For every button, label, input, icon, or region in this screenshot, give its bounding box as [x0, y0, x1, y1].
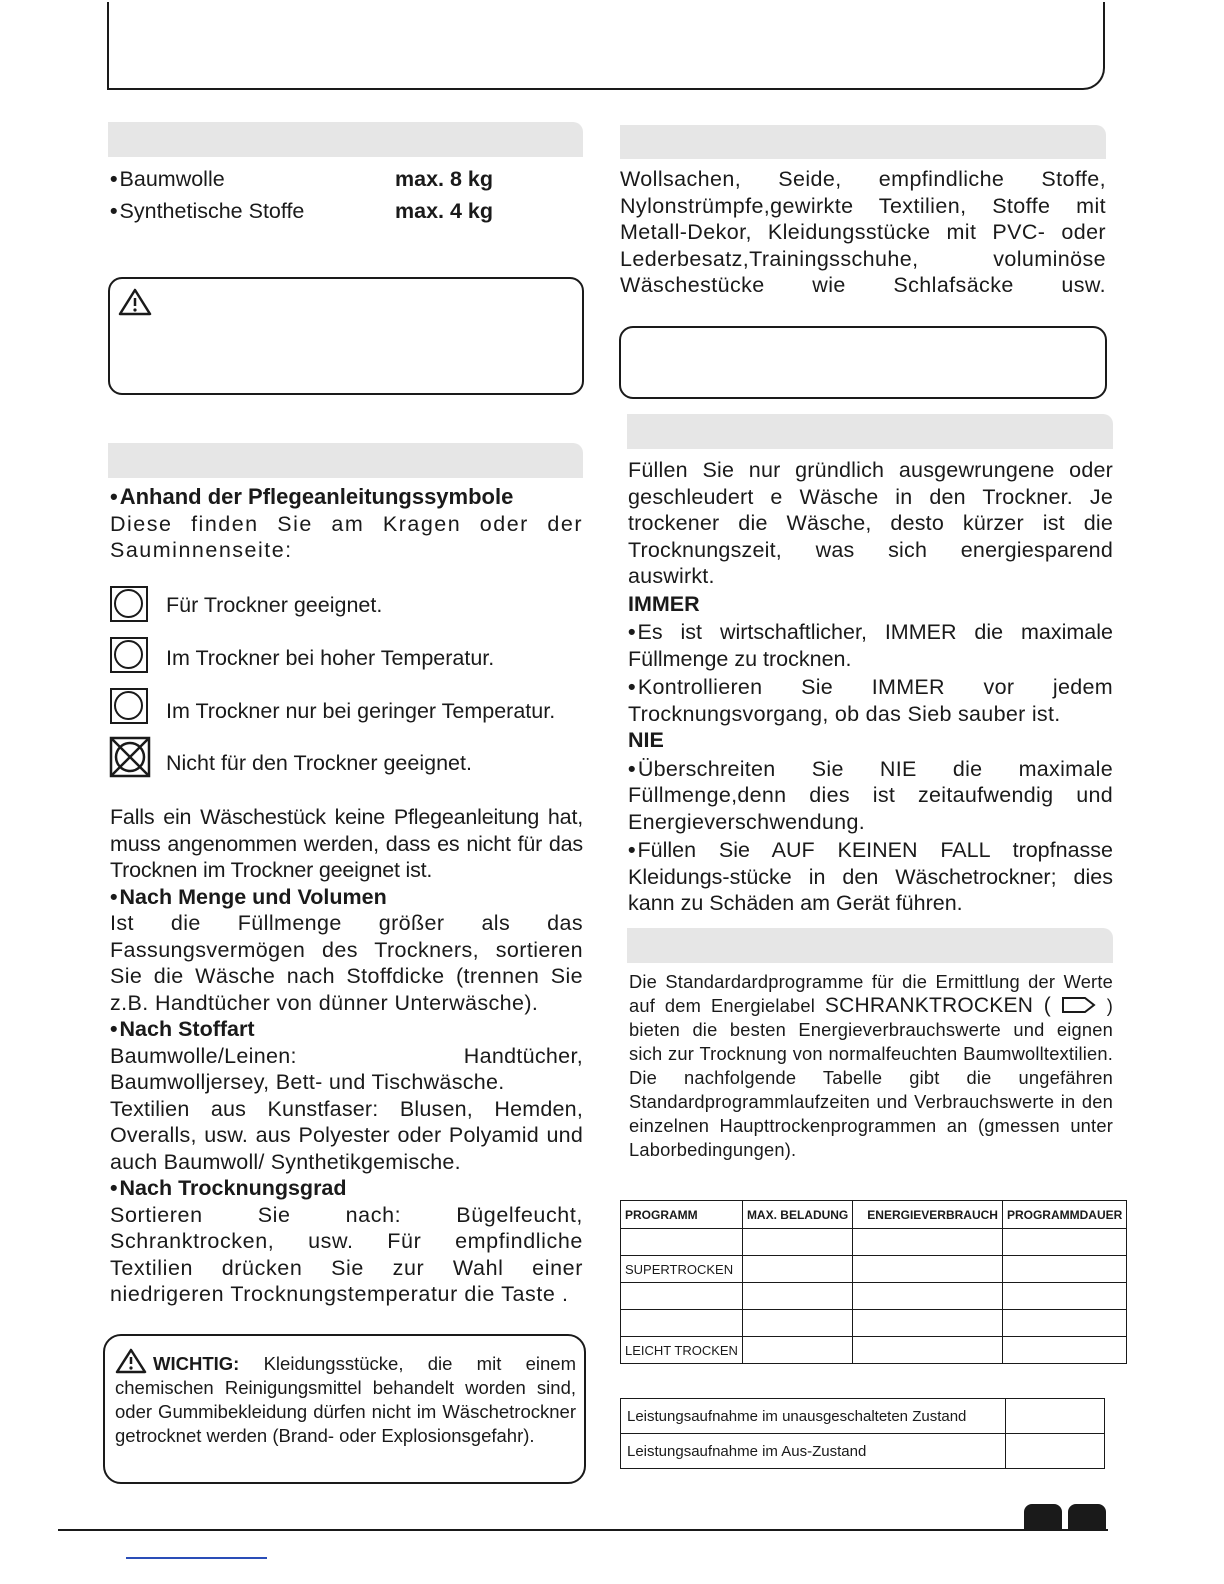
- table-cell: [853, 1337, 1003, 1364]
- table-row: [621, 1256, 1127, 1283]
- care-symbol-row: [110, 586, 590, 626]
- table-cell: [742, 1256, 852, 1283]
- important-box: [103, 1334, 586, 1484]
- table-row: [621, 1283, 1127, 1310]
- table-cell: [742, 1310, 852, 1337]
- always-heading: IMMER: [628, 591, 700, 616]
- fabric-heading: • Nach Stoffart: [110, 1016, 583, 1043]
- important-label: WICHTIG:: [153, 1353, 240, 1374]
- table-cell: [742, 1229, 852, 1256]
- program-table: [620, 1200, 1127, 1364]
- warning-icon: [118, 287, 152, 317]
- care-symbol-row: [110, 637, 590, 677]
- section-bar-not-suitable: [620, 125, 1106, 159]
- note-box: [619, 326, 1107, 399]
- table-row: [621, 1337, 1127, 1364]
- table-cell: LEICHT TROCKEN: [621, 1337, 743, 1364]
- page-tab: [1068, 1504, 1106, 1530]
- tumble-dry-low-icon: [110, 688, 148, 724]
- footer-rule: [58, 1529, 1108, 1531]
- section-bar-energy: [627, 928, 1113, 963]
- table-cell: [1002, 1256, 1126, 1283]
- power-row: [621, 1399, 1105, 1434]
- table-header-cell: MAX. BELADUNG: [742, 1201, 852, 1229]
- sorting-section: [110, 484, 583, 564]
- sorting-details: [110, 804, 583, 1308]
- table-cell: [621, 1229, 743, 1256]
- fabric-text-1: Baumwolle/Leinen: Handtücher, Baumwolljersey, Bett- und Tischwäsche.: [110, 1043, 583, 1094]
- table-cell: [1002, 1310, 1126, 1337]
- no-tumble-dry-icon: [109, 736, 151, 778]
- tips-intro: Füllen Sie nur gründlich ausgewrungene oder geschleudert e Wäsche in den Trockner. Je trockener die Wäsche, desto kürzer ist die Trocknungszeit, was sich energiesparend auswirkt.: [628, 458, 1113, 588]
- power-value: [1005, 1399, 1104, 1434]
- care-symbol-label: Nicht für den Trockner geeignet.: [166, 751, 472, 775]
- never-tip-2: • Füllen Sie AUF KEINEN FALL tropfnasse Kleidungs-stücke in den Wäschetrockner; dies kann zu Schäden am Gerät führen.: [628, 837, 1113, 917]
- table-header-row: [621, 1201, 1127, 1229]
- table-row: [621, 1229, 1127, 1256]
- table-row: [621, 1310, 1127, 1337]
- table-header-cell: PROGRAMM: [621, 1201, 743, 1229]
- warning-box: [108, 277, 584, 395]
- energy-text-a: Die Standardardprogramme für die Ermittlung der Werte auf dem Energielabel: [629, 971, 1113, 1016]
- load-item-name: • Synthetische Stoffe: [110, 199, 304, 223]
- table-cell: [742, 1283, 852, 1310]
- table-cell: [742, 1337, 852, 1364]
- load-row: [110, 166, 530, 198]
- tips-section: [628, 457, 1113, 917]
- table-cell: [1002, 1337, 1126, 1364]
- load-item-max: max. 4 kg: [395, 199, 493, 223]
- never-tip-1: • Überschreiten Sie NIE die maximale Füllmenge,denn dies ist zeitaufwendig und Energieverschwendung.: [628, 756, 1113, 836]
- header-box: [107, 2, 1105, 90]
- degree-text: Sortieren Sie nach: Bügelfeucht, Schranktrocken, usw. Für empfindliche Textilien drücken Sie zur Wahl einer niedrigeren Trocknungstemperatur die Taste .: [110, 1202, 583, 1306]
- care-symbol-row: [110, 736, 590, 780]
- table-cell: [621, 1283, 743, 1310]
- power-table: [620, 1398, 1105, 1469]
- always-tip-2: • Kontrollieren Sie IMMER vor jedem Trocknungsvorgang, ob das Sieb sauber ist.: [628, 674, 1113, 727]
- care-symbols-intro: Diese finden Sie am Kragen oder der Sauminnenseite:: [110, 511, 583, 562]
- power-label: Leistungsaufnahme im Aus-Zustand: [621, 1434, 1006, 1469]
- fabric-text-2: Textilien aus Kunstfaser: Blusen, Hemden, Overalls, usw. aus Polyester oder Polyamid und auch Baumwoll/ Synthetikgemische.: [110, 1096, 583, 1174]
- amount-text: Ist die Füllmenge größer als das Fassungsvermögen des Trockners, sortieren Sie die Wäsche nach Stoffdicke (trennen Sie z.B. Handtücher von dünner Unterwäsche).: [110, 911, 583, 1015]
- table-cell: SUPERTROCKEN: [621, 1256, 743, 1283]
- table-cell: [1002, 1229, 1126, 1256]
- table-cell: [1002, 1283, 1126, 1310]
- section-bar-sorting: [108, 443, 583, 478]
- load-item-max: max. 8 kg: [395, 167, 493, 191]
- power-label: Leistungsaufnahme im unausgeschalteten Zustand: [621, 1399, 1006, 1434]
- power-value: [1005, 1434, 1104, 1469]
- care-symbol-label: Für Trockner geeignet.: [166, 593, 383, 617]
- important-text: Kleidungsstücke, die mit einem chemischen Reinigungsmittel behandelt worden sind, oder Gummibekleidung dürfen nicht im Wäschetrockner getrocknet werden (Brand- oder Explosionsgefahr).: [115, 1353, 576, 1446]
- tumble-dry-high-icon: [110, 637, 148, 673]
- table-header-cell: ENERGIEVERBRAUCH: [853, 1201, 1003, 1229]
- degree-heading: • Nach Trocknungsgrad: [110, 1175, 583, 1202]
- energy-text-c: ) bieten die besten Energieverbrauchswerte und eignen sich zur Trocknung von normalfeuchten Baumwolltextilien. Die nachfolgende Tabelle gibt die ungefähren Standardprogrammlaufzeiten und Verbrauchswerte in den einzelnen Haupttrockenprogrammen an (gmessen unter Laborbedingungen).: [629, 995, 1114, 1160]
- footer-link-line: [126, 1557, 267, 1559]
- table-cell: [853, 1310, 1003, 1337]
- not-suitable-text: Wollsachen, Seide, empfindliche Stoffe, Nylonstrümpfe,gewirkte Textilien, Stoffe mit Metall-Dekor, Kleidungsstücke mit PVC- oder Lederbesatz,Trainingsschuhe, voluminöse Wäschestücke wie Schlafsäcke usw.: [620, 167, 1106, 297]
- care-symbols-heading: • Anhand der Pflegeanleitungssymbole: [110, 484, 583, 511]
- care-symbol-label: Im Trockner nur bei geringer Temperatur.: [166, 699, 556, 723]
- table-cell: [853, 1256, 1003, 1283]
- load-row: [110, 198, 530, 230]
- section-bar-tips: [627, 414, 1113, 449]
- always-tip-1: • Es ist wirtschaftlicher, IMMER die maximale Füllmenge zu trocknen.: [628, 619, 1113, 672]
- tumble-dry-icon: [110, 586, 148, 622]
- load-list: [110, 166, 530, 230]
- no-label-text: Falls ein Wäschestück keine Pflegeanleitung hat, muss angenommen werden, dass es nicht für das Trocknen im Trockner geeignet ist.: [110, 805, 583, 882]
- power-row: [621, 1434, 1105, 1469]
- important-text-block: [115, 1348, 576, 1448]
- never-heading: NIE: [628, 728, 664, 752]
- load-item-name: • Baumwolle: [110, 167, 225, 191]
- table-cell: [853, 1283, 1003, 1310]
- table-cell: [621, 1310, 743, 1337]
- warning-icon: [115, 1348, 147, 1374]
- table-cell: [853, 1229, 1003, 1256]
- amount-heading: • Nach Menge und Volumen: [110, 884, 583, 911]
- care-symbol-label: Im Trockner bei hoher Temperatur.: [166, 646, 495, 670]
- energy-program-name: SCHRANKTROCKEN (: [824, 994, 1051, 1017]
- cupboard-dry-icon: [1061, 996, 1097, 1014]
- care-symbol-row: [110, 688, 590, 728]
- section-bar-max-load: [108, 122, 583, 157]
- table-header-cell: PROGRAMMDAUER: [1002, 1201, 1126, 1229]
- energy-text: [629, 970, 1113, 1162]
- page-tab: [1024, 1504, 1062, 1530]
